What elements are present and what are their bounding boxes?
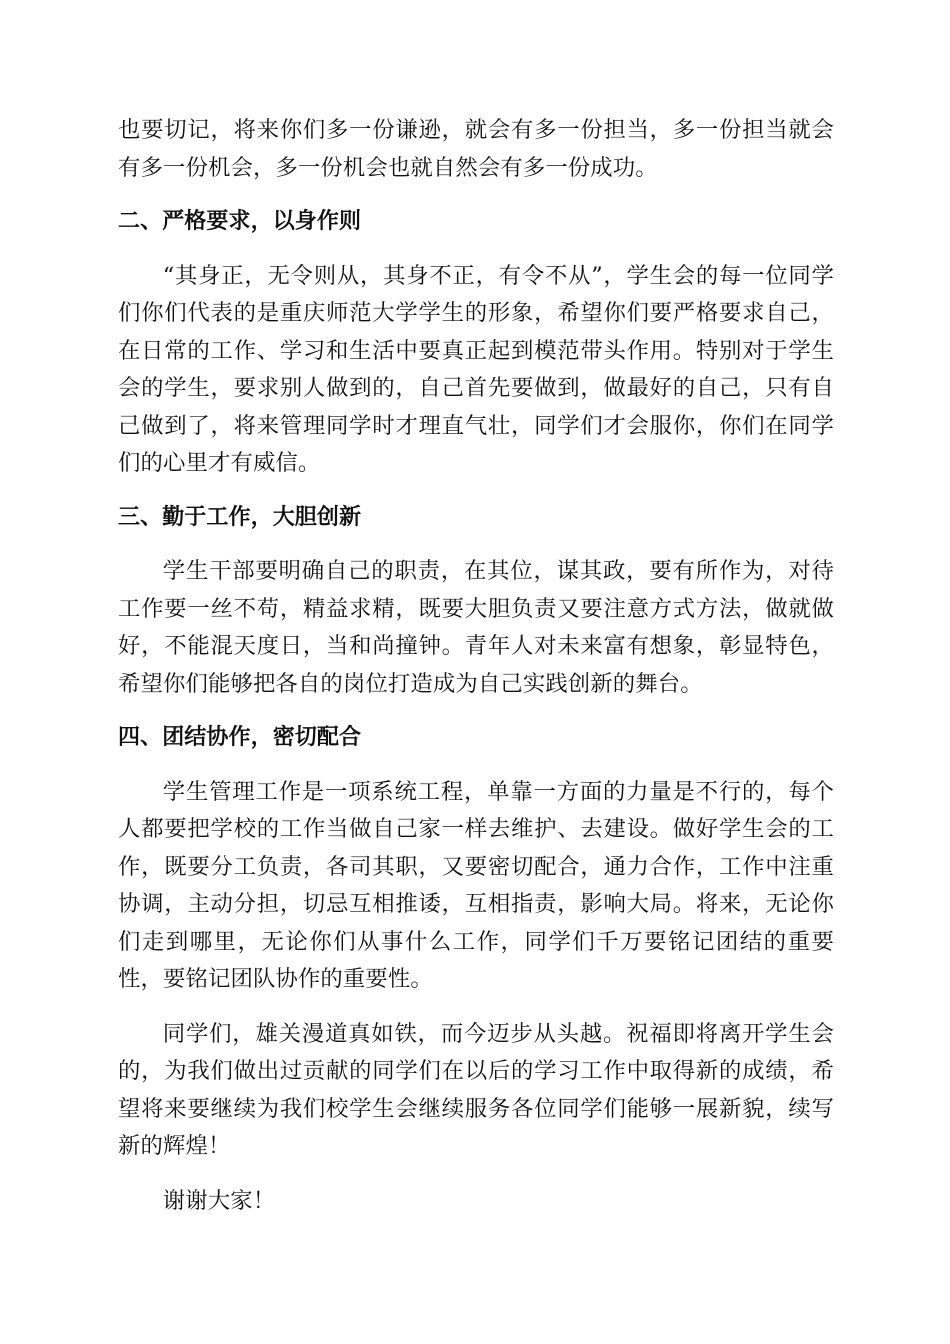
- section-heading-4: 四、团结协作，密切配合: [118, 725, 362, 750]
- section-heading-2: 二、严格要求，以身作则: [118, 209, 362, 234]
- document-body: [118, 112, 834, 1220]
- section-paragraph-2: “其身正，无令则从，其身不正，有令不从”，学生会的每一位同学们你们代表的是重庆师范大学学生的形象，希望你们要严格要求自己，在日常的工作、学习和生活中要真正起到模范带头作用。特别对于学生会的学生，要求别人做到的，自己首先要做到，做最好的自己，只有自己做到了，将来管理同学时才理直气壮，同学们才会服你，你们在同学们的心里才有威信。: [118, 262, 834, 476]
- section-paragraph-3: 学生干部要明确自己的职责，在其位，谋其政，要有所作为，对待工作要一丝不苟，精益求精，既要大胆负责又要注意方式方法，做就做好，不能混天度日，当和尚撞钟。青年人对未来富有想象，彰显特色，希望你们能够把各自的岗位打造成为自己实践创新的舞台。: [118, 558, 834, 697]
- opening-paragraph: 也要切记，将来你们多一份谦逊，就会有多一份担当，多一份担当就会有多一份机会，多一份机会也就自然会有多一份成功。: [118, 117, 834, 181]
- thanks-line: 谢谢大家！: [162, 1187, 276, 1214]
- section-heading-3: 三、勤于工作，大胆创新: [118, 504, 362, 530]
- section-paragraph-4: 学生管理工作是一项系统工程，单靠一方面的力量是不行的，每个人都要把学校的工作当做自己家一样去维护、去建设。做好学生会的工作，既要分工负责，各司其职，又要密切配合，通力合作，工作中注重协调，主动分担，切忌互相推诿，互相指责，影响大局。将来，无论你们走到哪里，无论你们从事什么工作，同学们千万要铭记团结的重要性，要铭记团队协作的重要性。: [118, 778, 834, 992]
- closing-paragraph: 同学们，雄关漫道真如铁，而今迈步从头越。祝福即将离开学生会的，为我们做出过贡献的同学们在以后的学习工作中取得新的成绩，希望将来要继续为我们校学生会继续服务各位同学们能够一展新貌，续写新的辉煌！: [118, 1020, 834, 1159]
